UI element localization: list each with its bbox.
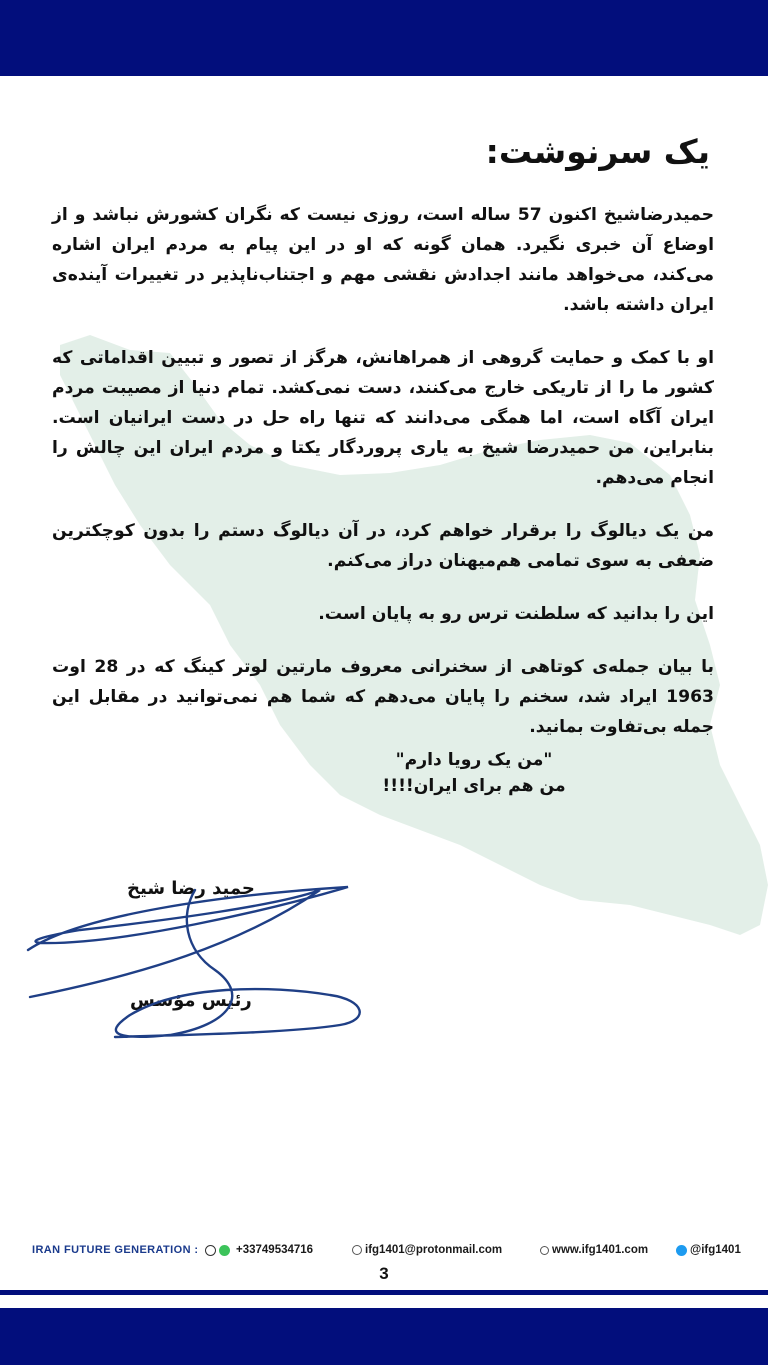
paragraph-fear: این را بدانید که سلطنت ترس رو به پایان است. [318, 604, 714, 624]
footer-brand: IRAN FUTURE GENERATION : [32, 1244, 199, 1256]
quote-line-2: من هم برای ایران!!!! [382, 776, 566, 796]
globe-icon [540, 1246, 549, 1255]
letter-body [52, 200, 714, 799]
page-title: یک سرنوشت: [485, 132, 710, 171]
phone-icon [205, 1245, 216, 1256]
signatory-role: رئیس مؤسس [130, 990, 252, 1011]
whatsapp-icon [219, 1245, 230, 1256]
footer-website[interactable] [540, 1244, 648, 1256]
footer-website-text: www.ifg1401.com [552, 1244, 649, 1256]
quote-block [52, 747, 714, 799]
handwritten-signature [20, 875, 380, 1050]
paragraph-dialogue: من یک دیالوگ را برقرار خواهم کرد، در آن دیالوگ دستم را بدون کوچکترین ضعفی به سوی تمامی هم‌میهنان دراز می‌کنم. [52, 521, 714, 571]
page-number: 3 [379, 1264, 389, 1283]
quote-line-1: "من یک رویا دارم" [395, 750, 553, 770]
footer-bar [0, 1308, 768, 1365]
footer-email-text: ifg1401@protonmail.com [365, 1244, 503, 1256]
footer [0, 1240, 768, 1264]
twitter-icon [676, 1245, 687, 1256]
footer-phone-text: +33749534716 [236, 1244, 314, 1256]
header-bar [0, 0, 768, 76]
footer-twitter[interactable] [676, 1244, 741, 1256]
paragraph-support: او با کمک و حمایت گروهی از همراهانش، هرگز از تصور و تبیین اقداماتی که کشور ما را از تاریکی خارج می‌کنند، دست نمی‌کشد. تمام دنیا از مصیبت مردم ایران آگاه است، اما همگی می‌دانند که تنها راه حل در دست ایرانیان است. بنابراین، من حمیدرضا شیخ به یاری پروردگار یکتا و مردم ایران این چالش را انجام می‌دهم. [52, 348, 714, 488]
footer-email[interactable] [352, 1244, 502, 1256]
footer-phone[interactable] [205, 1244, 313, 1256]
footer-twitter-text: @ifg1401 [690, 1244, 741, 1256]
paragraph-mlk: با بیان جمله‌ی کوتاهی از سخنرانی معروف مارتین لوتر کینگ که در 28 اوت 1963 ایراد شد، سخنم را پایان می‌دهم که شما هم نمی‌توانید در مقابل این جمله بی‌تفاوت بمانید. [52, 657, 714, 737]
signatory-name: حمید رضا شیخ [127, 878, 255, 899]
paragraph-intro: حمیدرضاشیخ اکنون 57 ساله است، روزی نیست که نگران کشورش نباشد و از اوضاع آن خبری نگیرد. همان گونه که او در این پیام به مردم ایران اشاره می‌کند، می‌خواهد مانند اجدادش نقشی مهم و اجتناب‌ناپذیر در تغییرات آینده‌ی ایران داشته باشد. [52, 205, 714, 315]
at-sign-icon [352, 1245, 362, 1255]
footer-stripe [0, 1290, 768, 1295]
